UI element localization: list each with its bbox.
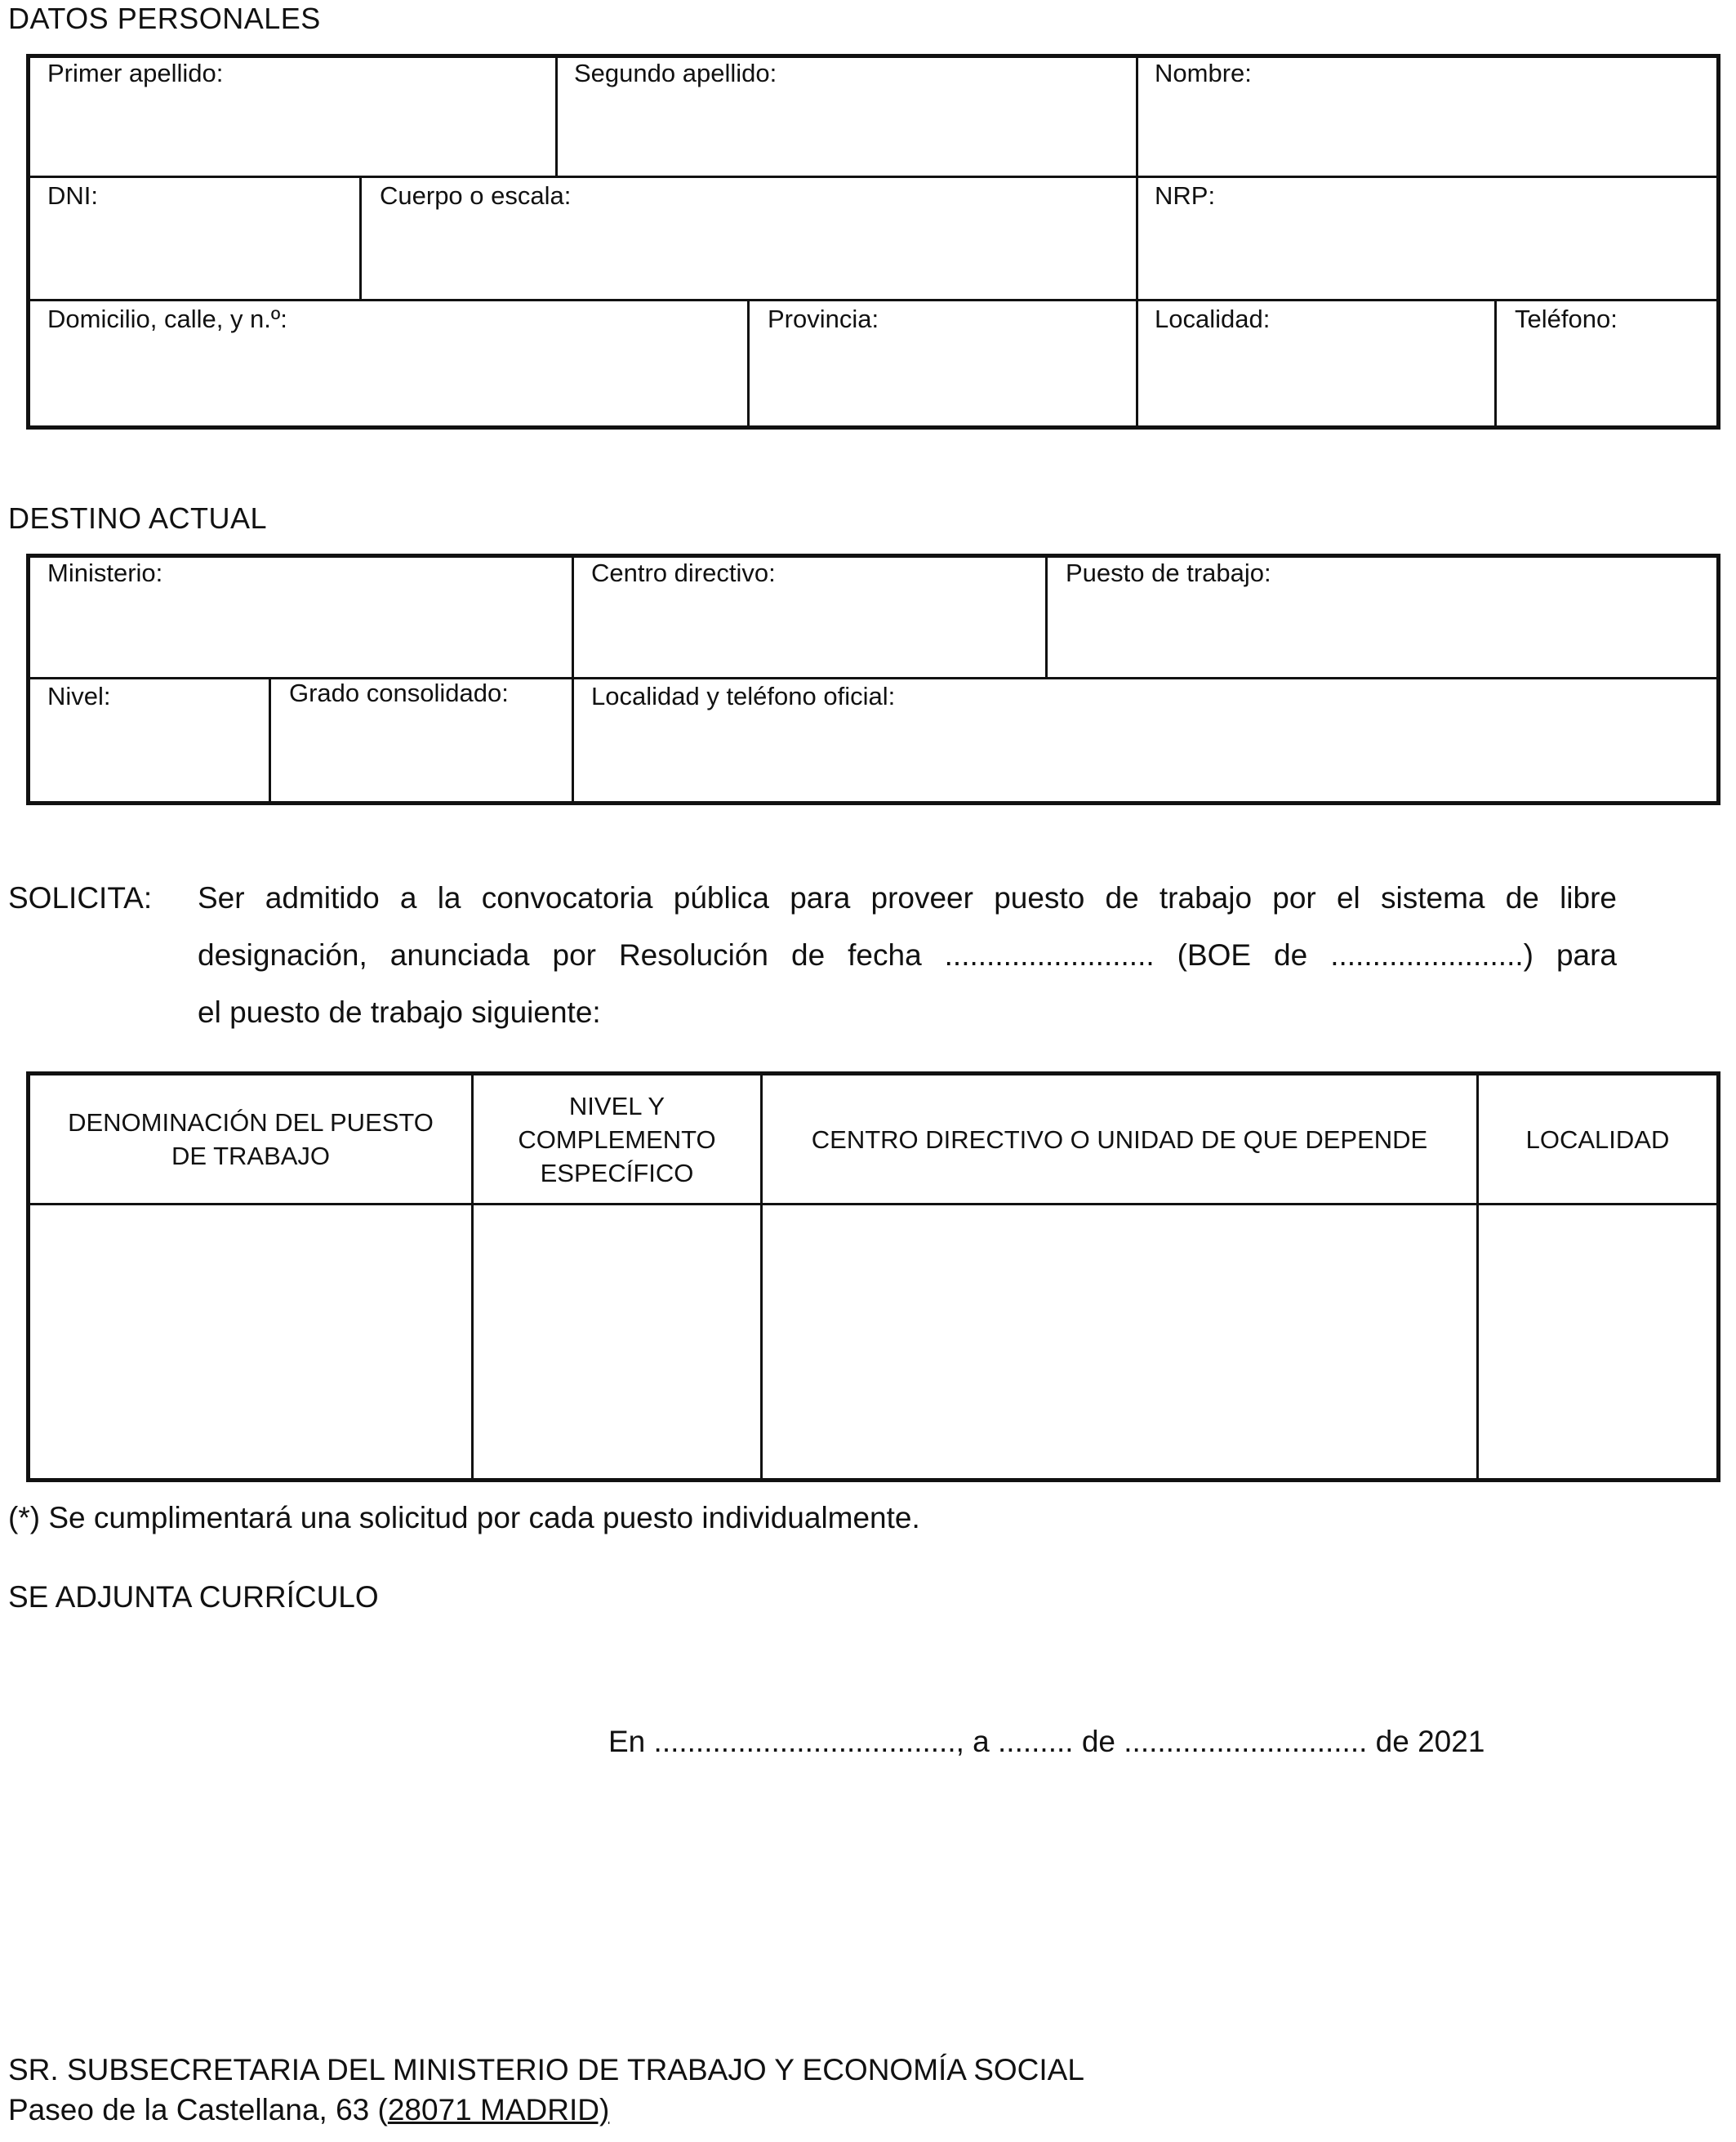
col-divider [1494,300,1497,428]
col-divider [572,555,574,804]
row-divider [28,677,1719,679]
localidad-field[interactable]: Localidad: [1155,305,1271,333]
col-denominacion-header [30,1075,471,1203]
col-divider [269,678,271,804]
col-divider [1136,56,1138,428]
solicita-text [198,870,1617,1041]
header-divider [28,1203,1719,1205]
provincia-field[interactable]: Provincia: [768,305,879,333]
col-centro-label: CENTRO DIRECTIVO O UNIDAD DE QUE DEPENDE [811,1124,1428,1154]
solicita-line-3: el puesto de trabajo siguiente: [198,995,601,1029]
denominacion-input-cell[interactable] [30,1206,471,1478]
nota-text: (*) Se cumplimentará una solicitud por cada puesto individualmente. [8,1501,920,1534]
cuerpo-escala-field[interactable]: Cuerpo o escala: [380,181,572,210]
fecha-line: En ...................................., a ......... de ............................. de 2021 [608,1725,1485,1758]
row-divider [28,299,1719,301]
col-divider [747,300,750,428]
col-divider [359,176,362,301]
solicita-line-1: Ser admitido a la convocatoria pública para proveer puesto de trabajo por el sistema de libre [198,881,1617,915]
nivel-input-cell[interactable] [474,1206,760,1478]
datos-personales-heading: DATOS PERSONALES [8,2,321,35]
col-nivel-label: NIVEL Y COMPLEMENTO ESPECÍFICO [518,1091,716,1187]
centro-directivo-field[interactable]: Centro directivo: [591,559,776,587]
segundo-apellido-field[interactable]: Segundo apellido: [574,59,777,87]
col-denominacion-label: DENOMINACIÓN DEL PUESTO DE TRABAJO [68,1108,434,1170]
col-nivel-header [474,1075,760,1203]
telefono-field[interactable]: Teléfono: [1515,305,1618,333]
col-divider [555,56,558,178]
domicilio-field[interactable]: Domicilio, calle, y n.º: [47,305,287,333]
row-divider [28,176,1719,178]
destinatario-line-1: SR. SUBSECRETARIA DEL MINISTERIO DE TRABAJO Y ECONOMÍA SOCIAL [8,2053,1084,2086]
localidad-telefono-field[interactable]: Localidad y teléfono oficial: [591,682,896,710]
solicita-label: SOLICITA: [8,881,153,915]
codigo-postal-ciudad: 28071 MADRID) [387,2093,610,2126]
datos-personales-table [26,54,1720,430]
adjunta-curriculo-text: SE ADJUNTA CURRÍCULO [8,1580,379,1614]
direccion-text: Paseo de la Castellana, 63 ( [8,2093,388,2126]
destinatario-line-2 [8,2093,609,2127]
col-localidad-header [1479,1075,1716,1203]
col-centro-header [763,1075,1476,1203]
nivel-field[interactable]: Nivel: [47,682,111,710]
nombre-field[interactable]: Nombre: [1155,59,1252,87]
grado-consolidado-field[interactable]: Grado consolidado: [289,679,509,707]
puesto-trabajo-field[interactable]: Puesto de trabajo: [1066,559,1271,587]
col-divider [1045,555,1048,679]
solicita-line-2: designación, anunciada por Resolución de fecha ......................... (BOE de .......................) para [198,938,1617,972]
primer-apellido-field[interactable]: Primer apellido: [47,59,224,87]
ministerio-field[interactable]: Ministerio: [47,559,163,587]
localidad-input-cell[interactable] [1479,1206,1716,1478]
destino-actual-heading: DESTINO ACTUAL [8,501,268,535]
destino-actual-table [26,554,1720,805]
dni-field[interactable]: DNI: [47,181,98,210]
centro-input-cell[interactable] [763,1206,1476,1478]
col-localidad-label: LOCALIDAD [1525,1124,1670,1154]
nrp-field[interactable]: NRP: [1155,181,1216,210]
